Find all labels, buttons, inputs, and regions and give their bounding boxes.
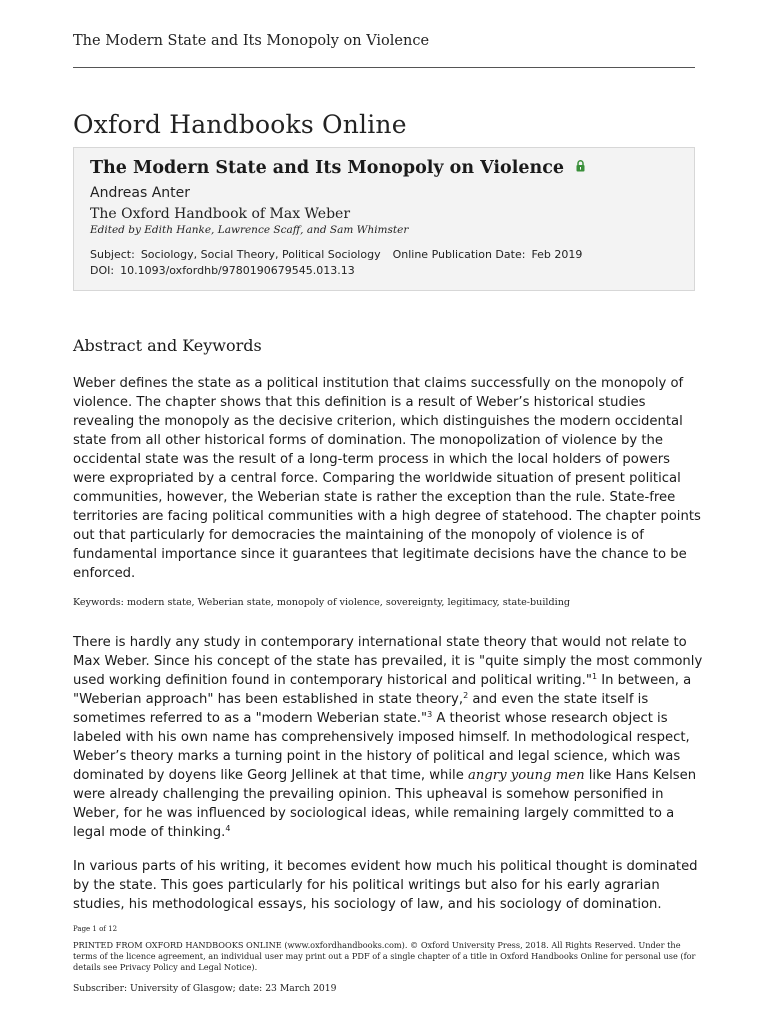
handbook-title: The Oxford Handbook of Max Weber: [90, 206, 351, 222]
body-text-run: like Hans Kelsen were already challenging the prevailing opinion. This upheaval is somehow personified in Weber, for he was influenced by sociological ideas, while remaining largely committed to a legal mode of thinking.: [73, 768, 697, 840]
site-title: Oxford Handbooks Online: [73, 110, 407, 139]
body-text-run: A theorist whose research object is labeled with his own name has comprehensively imposed himself. In methodological respect, Weber’s theory marks a turning point in the history of political and legal science, which was dominated by doyens like Georg Jellinek at that time, while: [73, 711, 690, 783]
pubdate-value: Feb 2019: [531, 248, 583, 261]
legal-notice: PRINTED FROM OXFORD HANDBOOKS ONLINE (www.oxfordhandbooks.com). © Oxford University Press, 2018. All Rights Reserved. Under the terms of the licence agreement, an individual user may print out a PDF of a single chapter of a title in Oxford Handbooks Online for personal use (for details see Privacy Policy and Legal Notice).: [73, 940, 696, 972]
abstract-text: Weber defines the state as a political institution that claims successfully on the monopoly of violence. The chapter shows that this definition is a result of Weber’s historical studies revealing the monopoly as the decisive criterion, which distinguishes the modern occidental state from all other historical forms of domination. The monopolization of violence by the occidental state was the result of a long-term process in which the local holders of powers were expropriated by a central force. Comparing the worldwide situation of present political communities, however, the Weberian state is rather the exception than the rule. State-free territories are facing political communities with a high degree of statehood. The chapter points out that particularly for democracies the maintaining of the monopoly of violence is of fundamental importance since it guarantees that legitimate decisions have the chance to be enforced.: [73, 376, 701, 581]
subject-label: Subject:: [90, 248, 135, 261]
subscriber-line: Subscriber: University of Glasgow; date: 23 March 2019: [73, 983, 337, 994]
subject-value: Sociology, Social Theory, Political Sociology: [140, 248, 381, 261]
italic-phrase: angry young men: [468, 768, 585, 783]
keywords-label: Keywords:: [73, 597, 124, 608]
keywords-list: modern state, Weberian state, monopoly of violence, sovereignty, legitimacy, state-building: [126, 597, 571, 608]
editors-line: Edited by Edith Hanke, Lawrence Scaff, and Sam Whimster: [90, 224, 409, 236]
abstract-heading: Abstract and Keywords: [73, 336, 262, 355]
body-text-run: There is hardly any study in contemporary international state theory that would not relate to Max Weber. Since his concept of the state has prevailed, it is "quite simply the most commonly used working definition found in contemporary historical and political writing.": [73, 635, 703, 688]
pubdate-label: Online Publication Date:: [392, 248, 526, 261]
body-text-run: and even the state itself is sometimes referred to as a "modern Weberian state.": [73, 692, 649, 726]
footnote-ref-2[interactable]: 2: [463, 691, 469, 700]
chapter-title-text: The Modern State and Its Monopoly on Violence: [90, 158, 565, 178]
body-text-run: In between, a "Weberian approach" has been established in state theory,: [73, 673, 692, 707]
running-header: The Modern State and Its Monopoly on Violence: [73, 33, 430, 49]
footnote-ref-3[interactable]: 3: [427, 710, 433, 719]
doi-label: DOI:: [90, 264, 115, 277]
author-name: Andreas Anter: [90, 185, 191, 201]
page-number: Page 1 of 12: [73, 925, 118, 933]
footnote-ref-1[interactable]: 1: [591, 672, 598, 681]
footnote-ref-4[interactable]: 4: [225, 824, 231, 833]
doi-value[interactable]: 10.1093/oxfordhb/9780190679545.013.13: [120, 264, 355, 277]
body-paragraph-2: In various parts of his writing, it becomes evident how much his political thought is dominated by the state. This goes particularly for his political writings but also for his early agrarian studies, his methodological essays, his sociology of law, and his sociology of domination.: [73, 859, 698, 912]
